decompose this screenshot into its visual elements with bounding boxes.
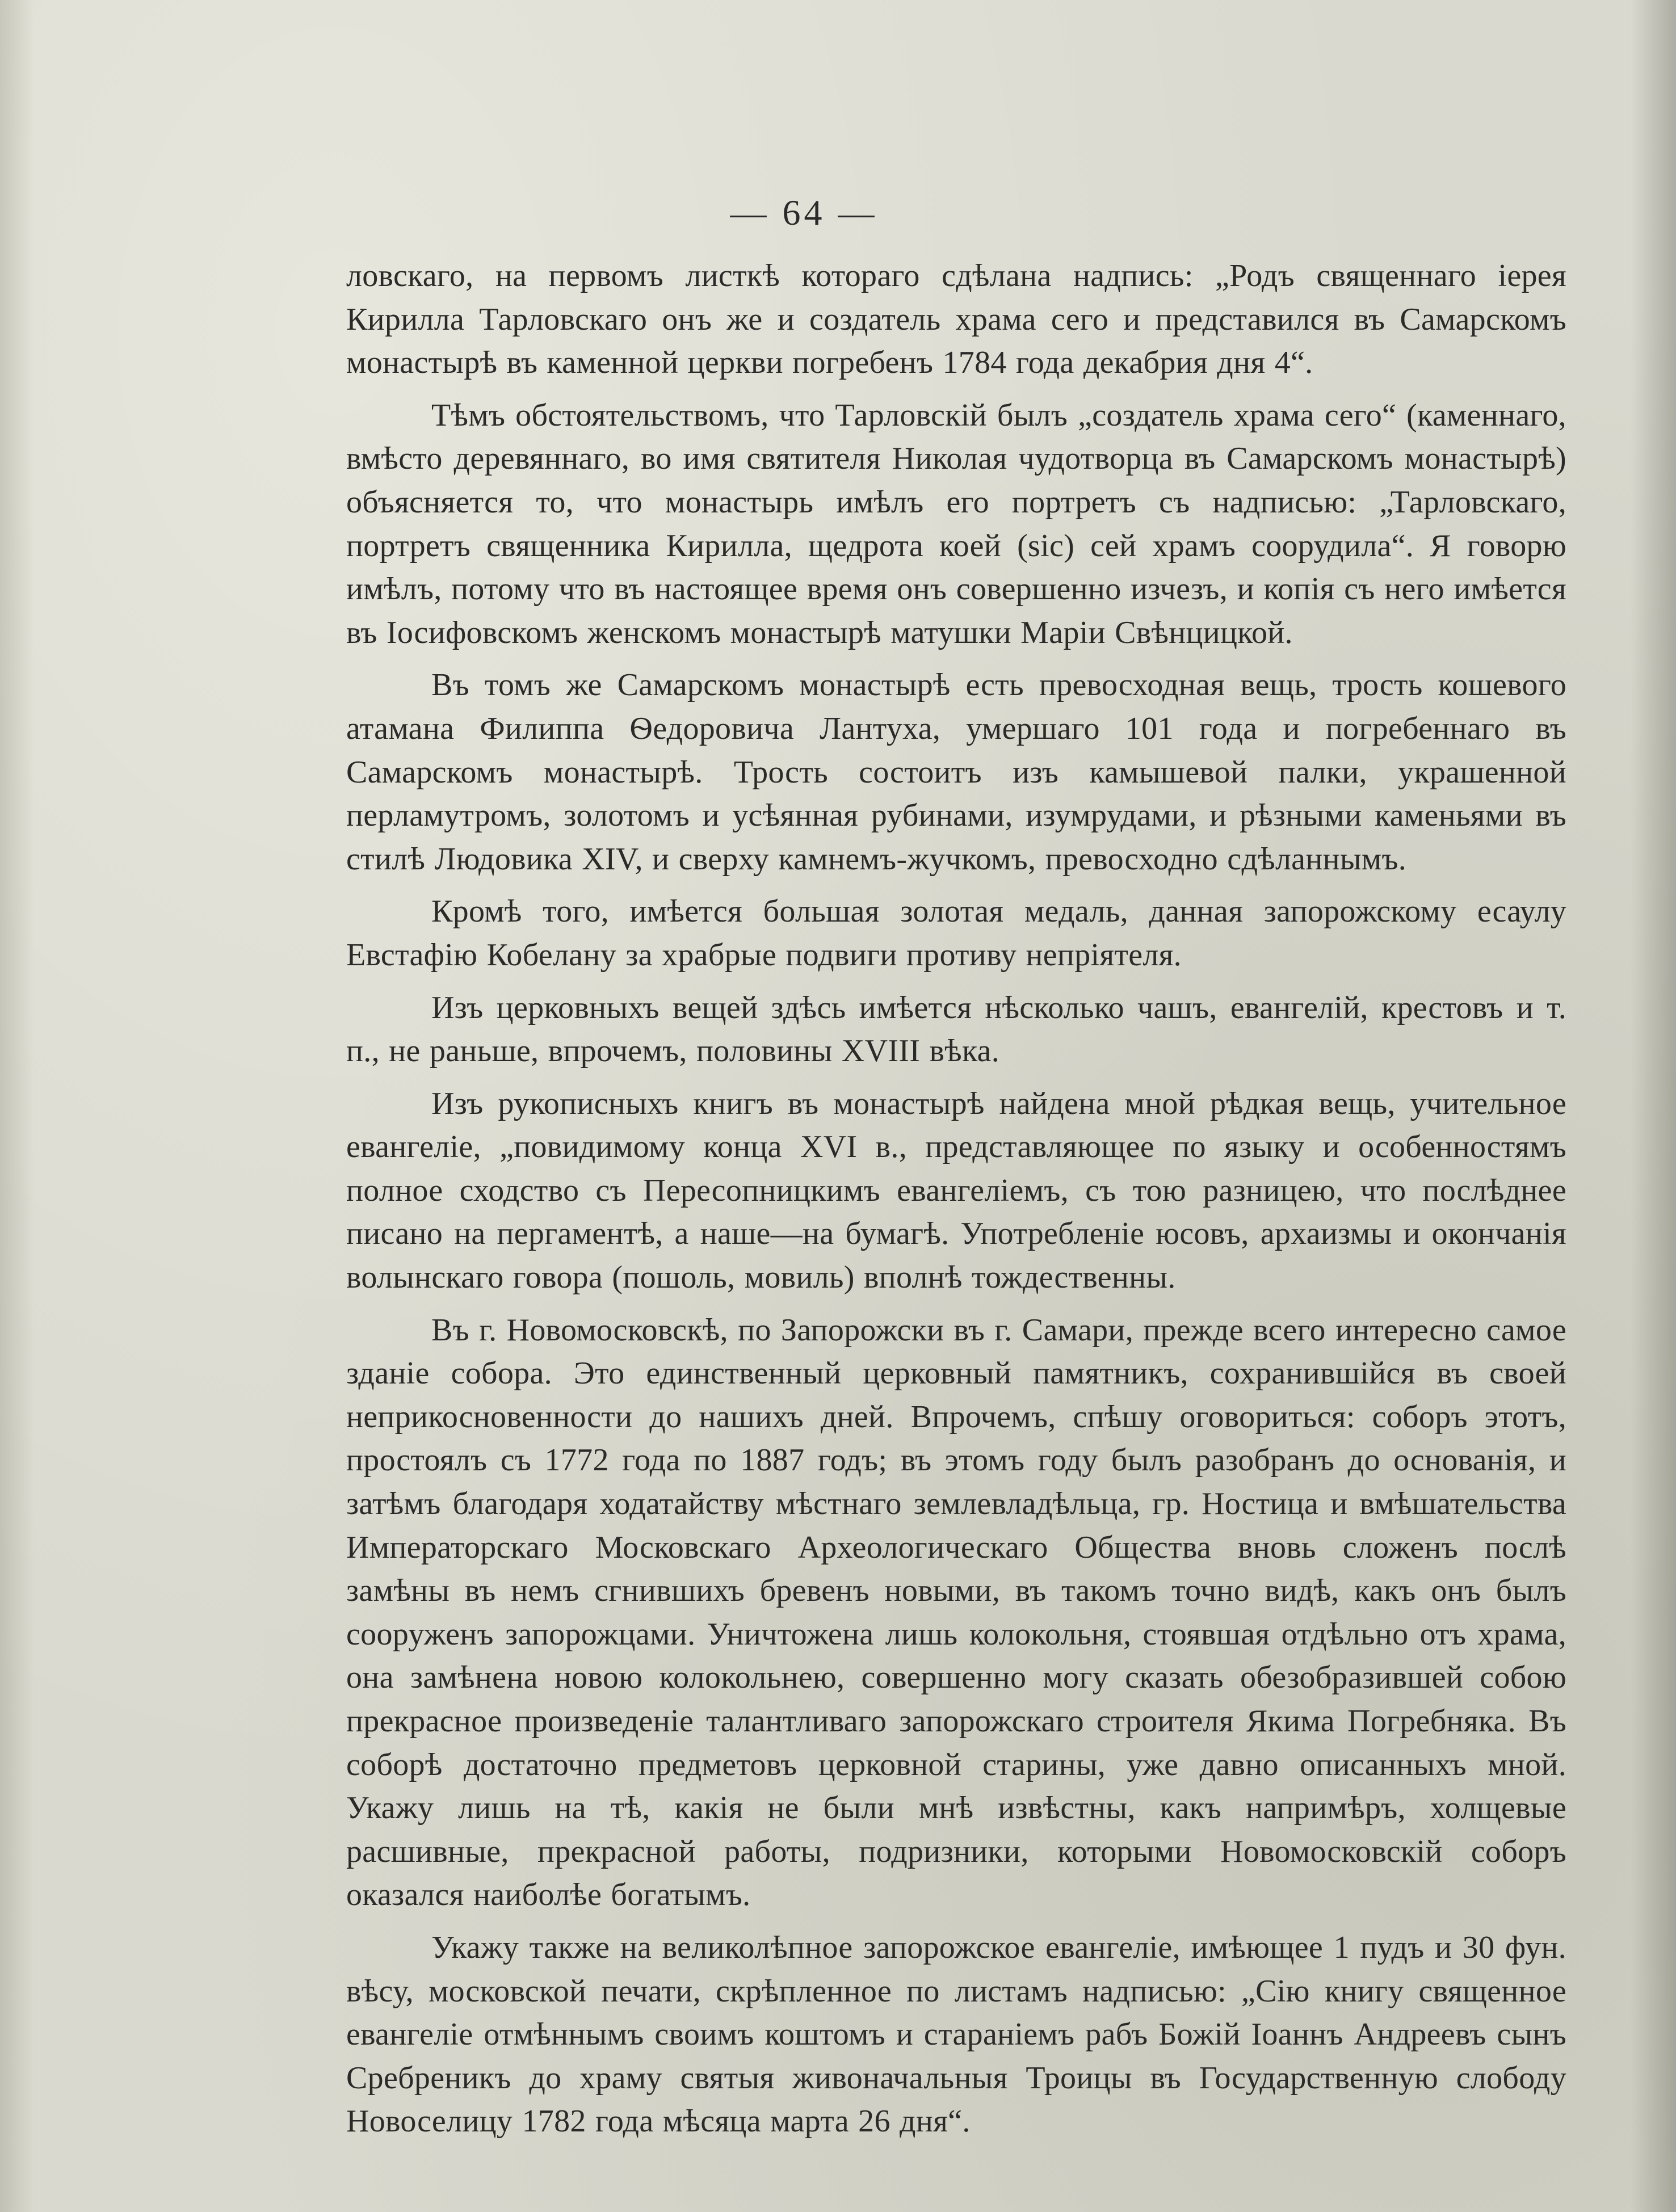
page-number: — 64 — — [730, 192, 878, 233]
paragraph-8: Укажу также на великолѣпное запорожское евангеліе, имѣющее 1 пудъ и 30 фун. вѣсу, московской печати, скрѣпленное по листамъ надписью: „Сію книгу священное евангеліе отмѣннымъ своимъ коштомъ и стараніемъ рабъ Божій Іоаннъ Андреевъ сынъ Сребреникъ до храму святыя живоначальныя Троицы въ Государственную слободу Новоселицу 1782 года мѣсяца марта 26 дня“. — [346, 1929, 1566, 2139]
paragraph-6: Изъ рукописныхъ книгъ въ монастырѣ найдена мной рѣдкая вещь, учительное евангеліе, „повидимому конца XVI в., представляющее по языку и особенностямъ полное сходство съ Пересопницкимъ евангеліемъ, съ тою разницею, что послѣднее писано на пергаментѣ, а наше—на бумагѣ. Употребленіе юсовъ, архаизмы и окончанія волынскаго говора (пошоль, мовиль) вполнѣ тождественны. — [346, 1086, 1566, 1296]
body-text — [346, 254, 1566, 2152]
paragraph-4: Кромѣ того, имѣется большая золотая медаль, данная запорожскому есаулу Евстафію Кобелану за храбрые подвиги противу непріятеля. — [346, 894, 1566, 973]
paragraph-2: Тѣмъ обстоятельствомъ, что Тарловскій былъ „создатель храма сего“ (каменнаго, вмѣсто деревяннаго, во имя святителя Николая чудотворца въ Самарскомъ монастырѣ) объясняется то, что монастырь имѣлъ его портретъ съ надписью: „Тарловскаго, портретъ священника Кирилла, щедрота коей (sic) сей храмъ соорудила“. Я говорю имѣлъ, потому что въ настоящее время онъ совершенно изчезъ, и копія съ него имѣется въ Іосифовскомъ женскомъ монастырѣ матушки Маріи Свѣнцицкой. — [346, 397, 1566, 650]
scan-shadow-right — [1631, 0, 1676, 2212]
paragraph-1: ловскаго, на первомъ листкѣ котораго сдѣлана надпись: „Родъ священнаго іерея Кирилла Тарловскаго онъ же и создатель храма сего и представился въ Самарскомъ монастырѣ въ каменной церкви погребенъ 1784 года декабрия дня 4“. — [346, 258, 1566, 381]
scan-shadow-left — [0, 0, 34, 2212]
paragraph-5: Изъ церковныхъ вещей здѣсь имѣется нѣсколько чашъ, евангелій, крестовъ и т. п., не раньше, впрочемъ, половины XVIII вѣка. — [346, 990, 1566, 1069]
paragraph-7: Въ г. Новомосковскѣ, по Запорожски въ г. Самари, прежде всего интересно самое зданіе собора. Это единственный церковный памятникъ, сохранившійся въ своей неприкосновенности до нашихъ дней. Впрочемъ, спѣшу оговориться: соборъ этотъ, простоялъ съ 1772 года по 1887 годъ; въ этомъ году былъ разобранъ до основанія, и затѣмъ благодаря ходатайству мѣстнаго землевладѣльца, гр. Ностица и вмѣшательства Императорскаго Московскаго Археологическаго Общества вновь сложенъ послѣ замѣны въ немъ сгнившихъ бревенъ новыми, въ такомъ точно видѣ, какъ онъ былъ сооруженъ запорожцами. Уничтожена лишь колокольня, стоявшая отдѣльно отъ храма, она замѣнена новою колокольнею, совершенно могу сказать обезобразившей собою прекрасное произведеніе талантливаго запорожскаго строителя Якима Погребняка. Въ соборѣ достаточно предметовъ церковной старины, уже давно описанныхъ мной. Укажу лишь на тѣ, какія не были мнѣ извѣстны, какъ напримѣръ, холщевые расшивные, прекрасной работы, подризники, которыми Новомосковскій соборъ оказался наиболѣе богатымъ. — [346, 1312, 1566, 1913]
paragraph-3: Въ томъ же Самарскомъ монастырѣ есть превосходная вещь, трость кошевого атамана Филиппа Ѳедоровича Лантуха, умершаго 101 года и погребеннаго въ Самарскомъ монастырѣ. Трость состоитъ изъ камышевой палки, украшенной перламутромъ, золотомъ и усѣянная рубинами, изумрудами, и рѣзными каменьями въ стилѣ Людовика XIV, и сверху камнемъ-жучкомъ, превосходно сдѣланнымъ. — [346, 667, 1566, 877]
